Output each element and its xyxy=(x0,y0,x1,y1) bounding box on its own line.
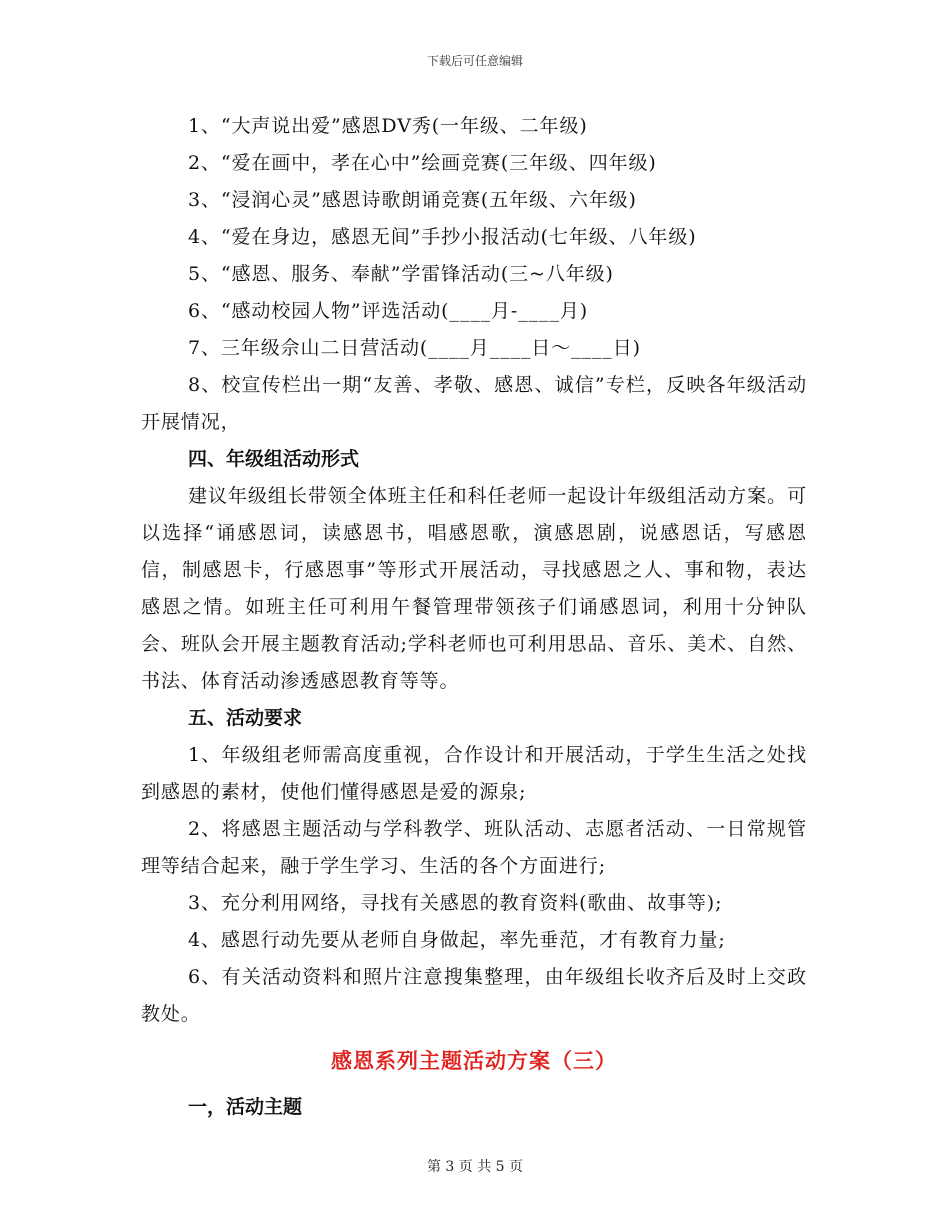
requirement-item-3: 3、充分利用网络，寻找有关感恩的教育资料(歌曲、故事等); xyxy=(188,892,723,914)
activity-item-8: 8、校宣传栏出一期“友善、孝敬、感恩、诚信”专栏，反映各年级活动开展情况， xyxy=(141,374,807,433)
activity-item-3: 3、“浸润心灵”感恩诗歌朗诵竞赛(五年级、六年级) xyxy=(188,189,637,211)
activity-theme-heading: 一，活动主题 xyxy=(188,1096,303,1118)
document-body xyxy=(141,108,807,1127)
activity-item-4: 4、“爱在身边，感恩无间”手抄小报活动(七年级、八年级) xyxy=(188,226,697,248)
next-plan-title: 感恩系列主题活动方案（三） xyxy=(331,1048,617,1073)
section-5-heading: 五、活动要求 xyxy=(188,707,303,729)
activity-item-7: 7、三年级佘山二日营活动(____月____日～____日) xyxy=(188,337,641,359)
requirement-item-6: 6、有关活动资料和照片注意搜集整理，由年级组长收齐后及时上交政教处。 xyxy=(141,966,807,1025)
activity-item-6: 6、“感动校园人物”评选活动(____月-____月) xyxy=(188,300,589,322)
activity-item-2: 2、“爱在画中，孝在心中”绘画竞赛(三年级、四年级) xyxy=(188,152,657,174)
activity-item-5: 5、“感恩、服务、奉献”学雷锋活动(三~八年级) xyxy=(188,263,614,285)
section-4-heading: 四、年级组活动形式 xyxy=(188,448,360,470)
requirement-item-4: 4、感恩行动先要从老师自身做起，率先垂范，才有教育力量; xyxy=(188,929,726,951)
section-4-body: 建议年级组长带领全体班主任和科任老师一起设计年级组活动方案。可以选择“诵感恩词，读感恩书，唱感恩歌，演感恩剧，说感恩话，写感恩信，制感恩卡，行感恩事”等形式开展活动，寻找感恩之人、事和物，表达感恩之情。如班主任可利用午餐管理带领孩子们诵感恩词，利用十分钟队会、班队会开展主题教育活动;学科老师也可利用思品、音乐、美术、自然、书法、体育活动渗透感恩教育等等。 xyxy=(141,485,807,692)
requirement-item-2: 2、将感恩主题活动与学科教学、班队活动、志愿者活动、一日常规管理等结合起来，融于学生学习、生活的各个方面进行; xyxy=(141,818,807,877)
page-footer: 第 3 页 共 5 页 xyxy=(426,1159,524,1175)
page-header: 下载后可任意编辑 xyxy=(426,54,523,68)
requirement-item-1: 1、年级组老师需高度重视，合作设计和开展活动，于学生生活之处找到感恩的素材，使他们懂得感恩是爱的源泉; xyxy=(141,744,807,803)
activity-item-1: 1、“大声说出爱”感恩DV秀(一年级、二年级) xyxy=(188,115,588,137)
